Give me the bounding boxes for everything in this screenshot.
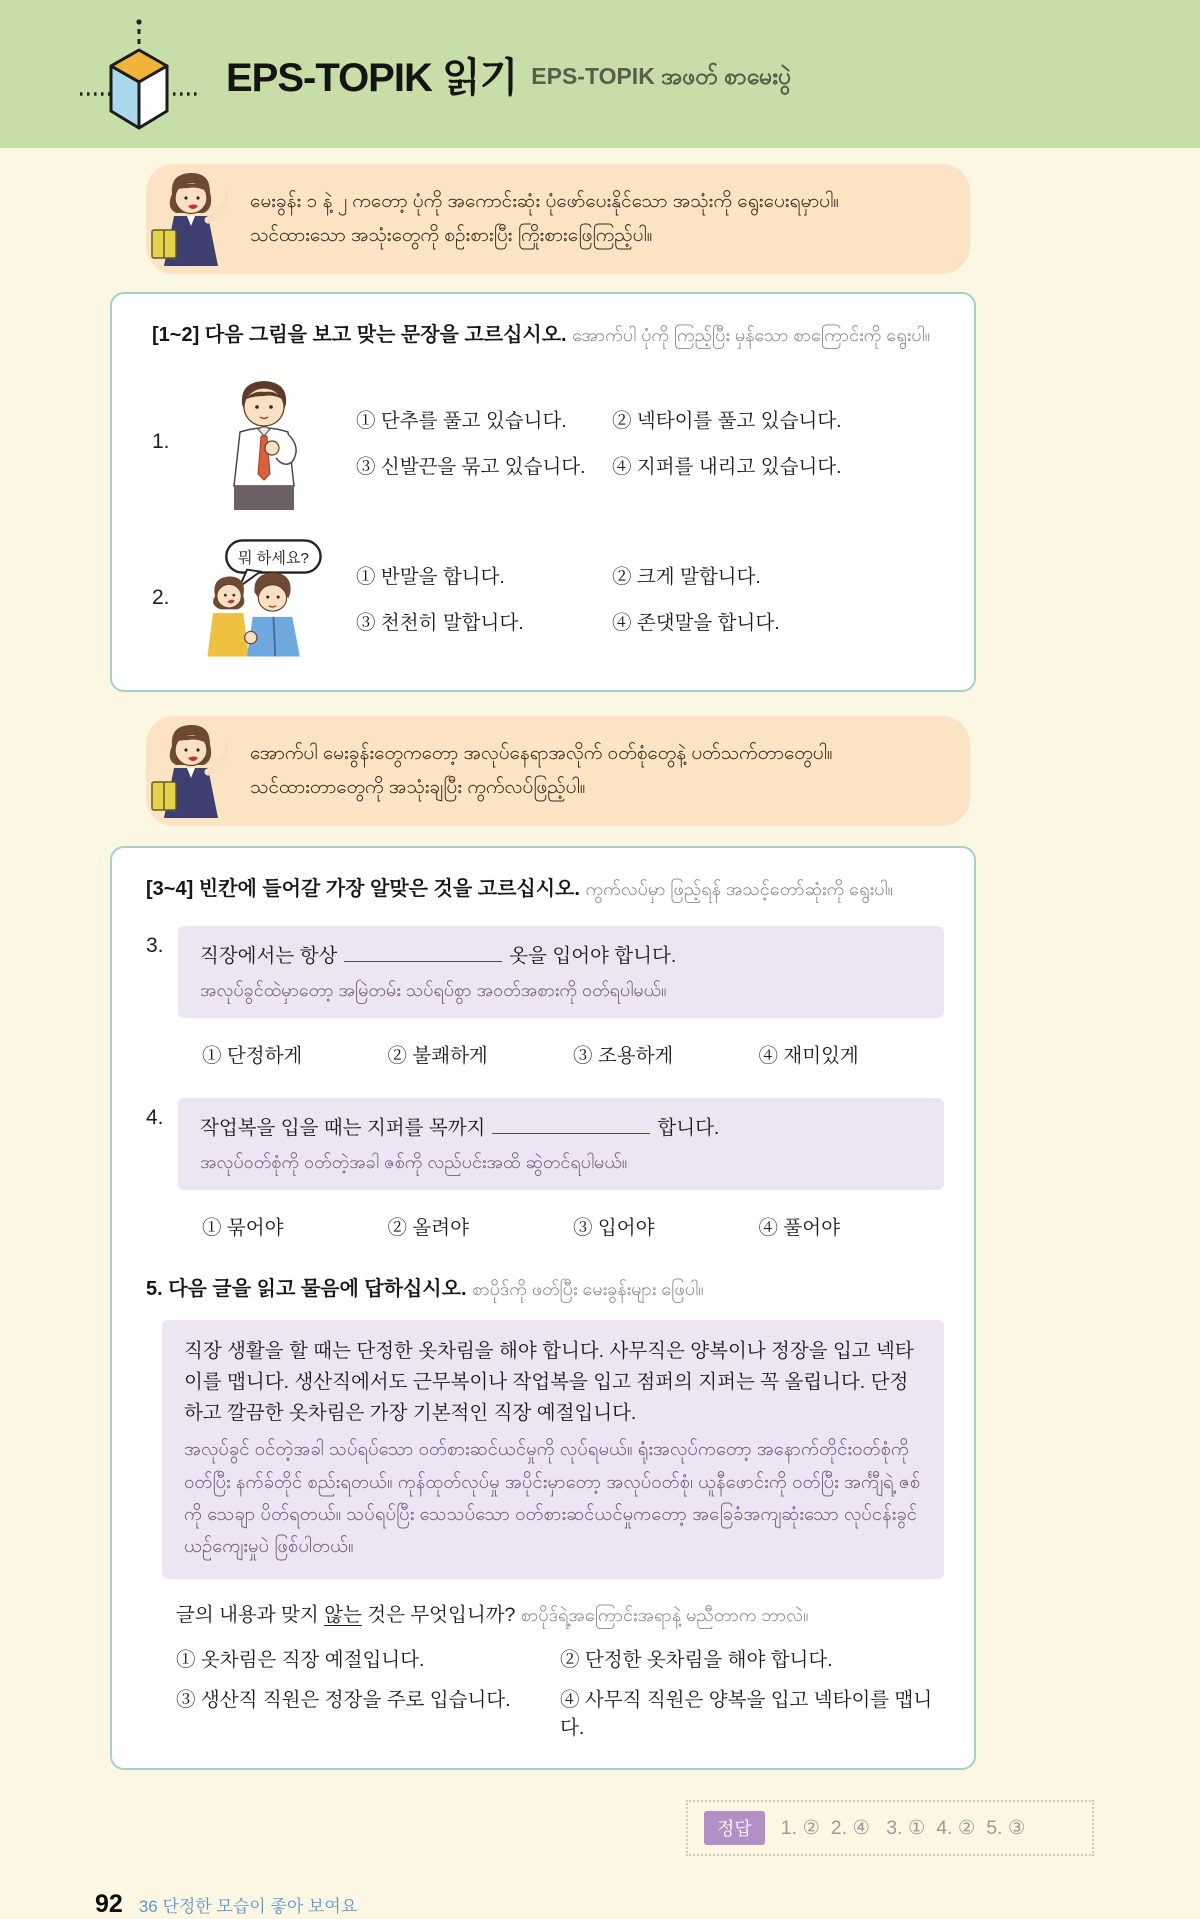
page-subtitle: EPS-TOPIK အဖတ် စာမေးပွဲ — [531, 63, 792, 89]
question-3-options — [178, 1040, 944, 1068]
page-header — [0, 0, 1200, 148]
question-2-options — [356, 534, 780, 662]
chapter-title: 36 단정한 모습이 좋아 보여요 — [138, 1896, 358, 1916]
speech-bubble-text: 뭐 하세요? — [238, 549, 309, 567]
callout2-line2: သင်ထားတာတွေကို အသုံးချပြီး ကွက်လပ်ဖြည့်ပါ။ — [250, 777, 586, 799]
option: ② 불쾌하게 — [387, 1044, 488, 1067]
section34-header — [146, 872, 944, 904]
option: ④ 재미있게 — [758, 1044, 859, 1067]
option: ④ 풀어야 — [758, 1216, 840, 1239]
option: ① 묶어야 — [202, 1216, 284, 1239]
question-1-options — [356, 374, 842, 510]
instruction-callout-2 — [146, 716, 970, 826]
question-4-text-after: 합니다. — [657, 1116, 720, 1139]
callout1-line1: မေးခွန်း ၁ နဲ့ ၂ ကတော့ ပုံကို အကောင်းဆုံး ပုံဖော်ပေးနိုင်သော အသုံးကို ရွေးပေးရမှာပါ။ — [250, 191, 840, 212]
question-5-options — [146, 1644, 944, 1740]
question1-illustration — [208, 374, 320, 510]
question-3-number: 3. — [146, 933, 164, 957]
question-4-translation: အလုပ်ဝတ်စုံကို ဝတ်တဲ့အခါ ဇစ်ကို လည်ပင်းအထိ ဆွဲတင်ရပါမယ်။ — [200, 1151, 628, 1172]
question-5-text-pre: 글의 내용과 맞지 — [176, 1603, 325, 1626]
option: ① 옷차림은 직장 예절입니다. — [176, 1648, 425, 1671]
option: ② 올려야 — [387, 1216, 469, 1239]
page-footer — [95, 1890, 1200, 1919]
question-box-3-5 — [110, 846, 976, 1770]
passage-korean: 직장 생활을 할 때는 단정한 옷차림을 해야 합니다. 사무직은 양복이나 정장을 입고 넥타이를 맵니다. 생산직에서도 근무복이나 작업복을 입고 점퍼의 지퍼는 꼭 올립니다. 단정하고 깔끔한 옷차림은 가장 기본적인 직장 예절입니다. — [184, 1339, 914, 1425]
question-5-text-post: 것은 무엇입니까? — [361, 1603, 521, 1626]
question-4 — [146, 1098, 944, 1240]
section12-header — [152, 318, 944, 350]
cube-logo-icon — [78, 16, 200, 132]
question-box-1-2 — [110, 292, 976, 692]
answer-key — [686, 1800, 1094, 1856]
answer-key-badge: 정답 — [704, 1811, 765, 1845]
question-5-header-ko: 5. 다음 글을 읽고 물음에 답하십시오. — [146, 1277, 467, 1300]
option: ① 단추를 풀고 있습니다. — [356, 409, 567, 432]
question-4-text-before: 작업복을 입을 때는 지퍼를 목까지 — [200, 1116, 486, 1139]
question-5-header — [146, 1272, 944, 1304]
page-title: EPS-TOPIK 읽기 — [226, 55, 518, 100]
option: ② 넥타이를 풀고 있습니다. — [612, 409, 842, 432]
question-5-question-my: စာပိုဒ်ရဲ့အကြောင်းအရာနဲ့ မညီတာက ဘာလဲ။ — [520, 1604, 809, 1625]
option: ③ 조용하게 — [573, 1044, 674, 1067]
option: ② 단정한 옷차림을 해야 합니다. — [560, 1648, 833, 1671]
question-3-text-before: 직장에서는 항상 — [200, 944, 338, 967]
answer-key-answers: 1. ② 2. ④ 3. ① 4. ② 5. ③ — [780, 1816, 1026, 1839]
question-4-options — [178, 1212, 944, 1240]
question-3-text-after: 옷을 입어야 합니다. — [509, 944, 677, 967]
question-3-translation: အလုပ်ခွင်ထဲမှာတော့ အမြဲတမ်း သပ်ရပ်စွာ အဝတ်အစားကို ဝတ်ရပါမယ်။ — [200, 979, 667, 1000]
question-5-text-underlined: 않는 — [324, 1603, 362, 1626]
section12-header-my: အောက်ပါ ပုံကို ကြည့်ပြီး မှန်သော စာကြောင်းကို ရွေးပါ။ — [572, 324, 931, 345]
page-number: 92 — [95, 1889, 123, 1918]
callout2-line1: အောက်ပါ မေးခွန်းတွေကတော့ အလုပ်နေရာအလိုက် ဝတ်စုံတွေနဲ့ ပတ်သက်တာတွေပါ။ — [250, 742, 833, 764]
option: ③ 천천히 말합니다. — [356, 611, 524, 634]
question2-illustration — [198, 534, 330, 662]
question-5-passage — [162, 1320, 944, 1579]
question-1-number: 1. — [152, 429, 170, 453]
option: ④ 지퍼를 내리고 있습니다. — [612, 455, 842, 478]
option: ① 반말을 합니다. — [356, 565, 505, 588]
teacher-illustration — [142, 720, 238, 820]
option: ② 크게 말합니다. — [612, 565, 761, 588]
question-3 — [146, 926, 944, 1068]
question-5-question — [146, 1599, 944, 1630]
question-5-header-my: စာပိုဒ်ကို ဖတ်ပြီး မေးခွန်းများ ဖြေပါ။ — [472, 1278, 704, 1299]
option: ④ 존댓말을 합니다. — [612, 611, 780, 634]
question-2 — [152, 534, 944, 662]
instruction-callout-1 — [146, 164, 970, 274]
fill-blank — [492, 1116, 650, 1134]
fill-blank — [344, 944, 502, 962]
question-4-stem — [178, 1098, 944, 1190]
option: ③ 생산직 직원은 정장을 주로 입습니다. — [176, 1688, 511, 1711]
option: ① 단정하게 — [202, 1044, 303, 1067]
callout1-line2: သင်ထားသော အသုံးတွေကို စဉ်းစားပြီး ကြိုးစားဖြေကြည့်ပါ။ — [250, 225, 653, 247]
question-1 — [152, 374, 944, 510]
question-2-number: 2. — [152, 585, 170, 609]
option: ④ 사무직 직원은 양복을 입고 넥타이를 맵니다. — [560, 1688, 933, 1739]
question-4-number: 4. — [146, 1105, 164, 1129]
passage-burmese: အလုပ်ခွင် ဝင်တဲ့အခါ သပ်ရပ်သော ဝတ်စားဆင်ယင်မှုကို လုပ်ရမယ်။ ရုံးအလုပ်ကတော့ အနောက်တိုင်းဝတ်စုံကို ဝတ်ပြီး နက်ခ်တိုင် စည်းရတယ်။ ကုန်ထုတ်လုပ်မှု အပိုင်းမှာတော့ အလုပ်ဝတ်စုံ၊ ယူနီဖောင်းကို ဝတ်ပြီး အင်္ကျီရဲ့ ဇစ်ကို သေချာ ပိတ်ရတယ်။ သပ်ရပ်ပြီး သေသပ်သော ဝတ်စားဆင်ယင်မှုကတော့ အခြေခံအကျဆုံးသော လုပ်ငန်းခွင် ယဉ်ကျေးမှုပဲ ဖြစ်ပါတယ်။ — [184, 1438, 921, 1557]
section34-header-my: ကွက်လပ်မှာ ဖြည့်ရန် အသင့်တော်ဆုံးကို ရွေးပါ။ — [585, 878, 893, 899]
option: ③ 입어야 — [573, 1216, 655, 1239]
section34-header-ko: [3~4] 빈칸에 들어갈 가장 알맞은 것을 고르십시오. — [146, 877, 580, 900]
question-3-stem — [178, 926, 944, 1018]
teacher-illustration — [142, 168, 238, 268]
option: ③ 신발끈을 묶고 있습니다. — [356, 455, 586, 478]
section12-header-ko: [1~2] 다음 그림을 보고 맞는 문장을 고르십시오. — [152, 323, 567, 346]
